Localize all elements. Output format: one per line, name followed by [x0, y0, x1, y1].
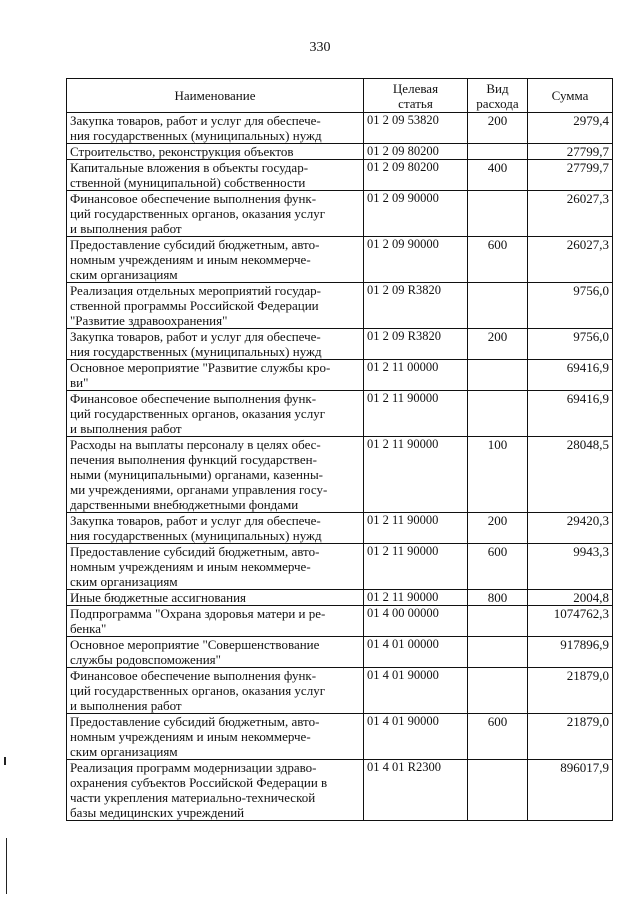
cell-sum: 69416,9	[528, 360, 613, 391]
cell-code: 01 4 01 R2300	[364, 760, 468, 821]
table-row	[67, 544, 613, 590]
cell-sum: 9943,3	[528, 544, 613, 590]
cell-code: 01 2 09 R3820	[364, 329, 468, 360]
cell-name: Основное мероприятие "Совершенствование службы родовспоможения"	[67, 637, 364, 668]
cell-sum: 2004,8	[528, 590, 613, 606]
table-row	[67, 590, 613, 606]
cell-sum: 27799,7	[528, 144, 613, 160]
cell-code: 01 2 11 90000	[364, 590, 468, 606]
cell-type: 400	[468, 160, 528, 191]
table-row	[67, 668, 613, 714]
cell-sum: 21879,0	[528, 714, 613, 760]
cell-code: 01 2 09 90000	[364, 191, 468, 237]
cell-type	[468, 606, 528, 637]
cell-name: Предоставление субсидий бюджетным, авто- номным учреждениям и иным некоммерче- ским организациям	[67, 544, 364, 590]
table-row	[67, 113, 613, 144]
cell-type	[468, 391, 528, 437]
table-row	[67, 191, 613, 237]
cell-sum: 27799,7	[528, 160, 613, 191]
cell-code: 01 4 01 00000	[364, 637, 468, 668]
cell-name: Подпрограмма "Охрана здоровья матери и ре- бенка"	[67, 606, 364, 637]
cell-sum: 26027,3	[528, 237, 613, 283]
margin-mark-left	[4, 757, 6, 765]
cell-name: Строительство, реконструкция объектов	[67, 144, 364, 160]
cell-code: 01 2 11 90000	[364, 391, 468, 437]
cell-type: 200	[468, 329, 528, 360]
cell-type	[468, 637, 528, 668]
cell-type: 100	[468, 437, 528, 513]
cell-name: Финансовое обеспечение выполнения функ- ций государственных органов, оказания услуг и выполнения работ	[67, 391, 364, 437]
cell-name: Предоставление субсидий бюджетным, авто- номным учреждениям и иным некоммерче- ским организациям	[67, 714, 364, 760]
cell-type: 200	[468, 113, 528, 144]
header-code: Целевая статья	[364, 79, 468, 113]
cell-code: 01 2 09 53820	[364, 113, 468, 144]
cell-type	[468, 283, 528, 329]
table-row	[67, 606, 613, 637]
cell-code: 01 2 11 90000	[364, 513, 468, 544]
cell-type: 200	[468, 513, 528, 544]
cell-code: 01 2 09 80200	[364, 160, 468, 191]
cell-type: 600	[468, 714, 528, 760]
cell-type	[468, 360, 528, 391]
cell-code: 01 2 09 80200	[364, 144, 468, 160]
cell-sum: 1074762,3	[528, 606, 613, 637]
cell-name: Закупка товаров, работ и услуг для обеспече- ния государственных (муниципальных) нужд	[67, 513, 364, 544]
table-row	[67, 360, 613, 391]
cell-name: Реализация программ модернизации здраво- охранения субъектов Российской Федерации в части укрепления материально-технической базы медицинских учреждений	[67, 760, 364, 821]
cell-type	[468, 760, 528, 821]
table-row	[67, 144, 613, 160]
table-row	[67, 160, 613, 191]
header-type: Вид расхода	[468, 79, 528, 113]
cell-name: Капитальные вложения в объекты государ- ственной (муниципальной) собственности	[67, 160, 364, 191]
cell-code: 01 4 00 00000	[364, 606, 468, 637]
table-row	[67, 283, 613, 329]
cell-code: 01 2 09 90000	[364, 237, 468, 283]
page-number: 330	[309, 40, 331, 55]
cell-name: Иные бюджетные ассигнования	[67, 590, 364, 606]
cell-name: Закупка товаров, работ и услуг для обеспече- ния государственных (муниципальных) нужд	[67, 113, 364, 144]
cell-name: Расходы на выплаты персоналу в целях обес- печения выполнения функций государствен- ными (муниципальными) органами, казенны- ми учреждениями, органами управления госу- дарственными внебюджетными фондами	[67, 437, 364, 513]
cell-code: 01 4 01 90000	[364, 668, 468, 714]
table-row	[67, 437, 613, 513]
cell-name: Предоставление субсидий бюджетным, авто- номным учреждениям и иным некоммерче- ским организациям	[67, 237, 364, 283]
cell-name: Закупка товаров, работ и услуг для обеспече- ния государственных (муниципальных) нужд	[67, 329, 364, 360]
cell-sum: 28048,5	[528, 437, 613, 513]
cell-sum: 2979,4	[528, 113, 613, 144]
cell-type	[468, 668, 528, 714]
cell-sum: 21879,0	[528, 668, 613, 714]
cell-sum: 9756,0	[528, 329, 613, 360]
cell-name: Реализация отдельных мероприятий государ- ственной программы Российской Федерации "Развитие здравоохранения"	[67, 283, 364, 329]
cell-name: Финансовое обеспечение выполнения функ- ций государственных органов, оказания услуг и выполнения работ	[67, 191, 364, 237]
cell-type	[468, 144, 528, 160]
header-sum: Сумма	[528, 79, 613, 113]
cell-name: Финансовое обеспечение выполнения функ- ций государственных органов, оказания услуг и выполнения работ	[67, 668, 364, 714]
table-row	[67, 637, 613, 668]
header-name: Наименование	[67, 79, 364, 113]
table-row	[67, 329, 613, 360]
cell-name: Основное мероприятие "Развитие службы кро- ви"	[67, 360, 364, 391]
cell-code: 01 2 11 90000	[364, 544, 468, 590]
cell-type	[468, 191, 528, 237]
cell-code: 01 2 11 00000	[364, 360, 468, 391]
cell-type: 800	[468, 590, 528, 606]
table-row	[67, 513, 613, 544]
cell-code: 01 4 01 90000	[364, 714, 468, 760]
cell-sum: 26027,3	[528, 191, 613, 237]
cell-code: 01 2 11 90000	[364, 437, 468, 513]
table-header-row	[67, 79, 613, 113]
table-row	[67, 714, 613, 760]
cell-sum: 69416,9	[528, 391, 613, 437]
cell-sum: 9756,0	[528, 283, 613, 329]
cell-type: 600	[468, 544, 528, 590]
budget-table	[66, 78, 613, 821]
cell-code: 01 2 09 R3820	[364, 283, 468, 329]
margin-mark-left-lower	[6, 838, 7, 894]
cell-type: 600	[468, 237, 528, 283]
cell-sum: 917896,9	[528, 637, 613, 668]
table-row	[67, 237, 613, 283]
table-row	[67, 391, 613, 437]
cell-sum: 29420,3	[528, 513, 613, 544]
table-row	[67, 760, 613, 821]
cell-sum: 896017,9	[528, 760, 613, 821]
